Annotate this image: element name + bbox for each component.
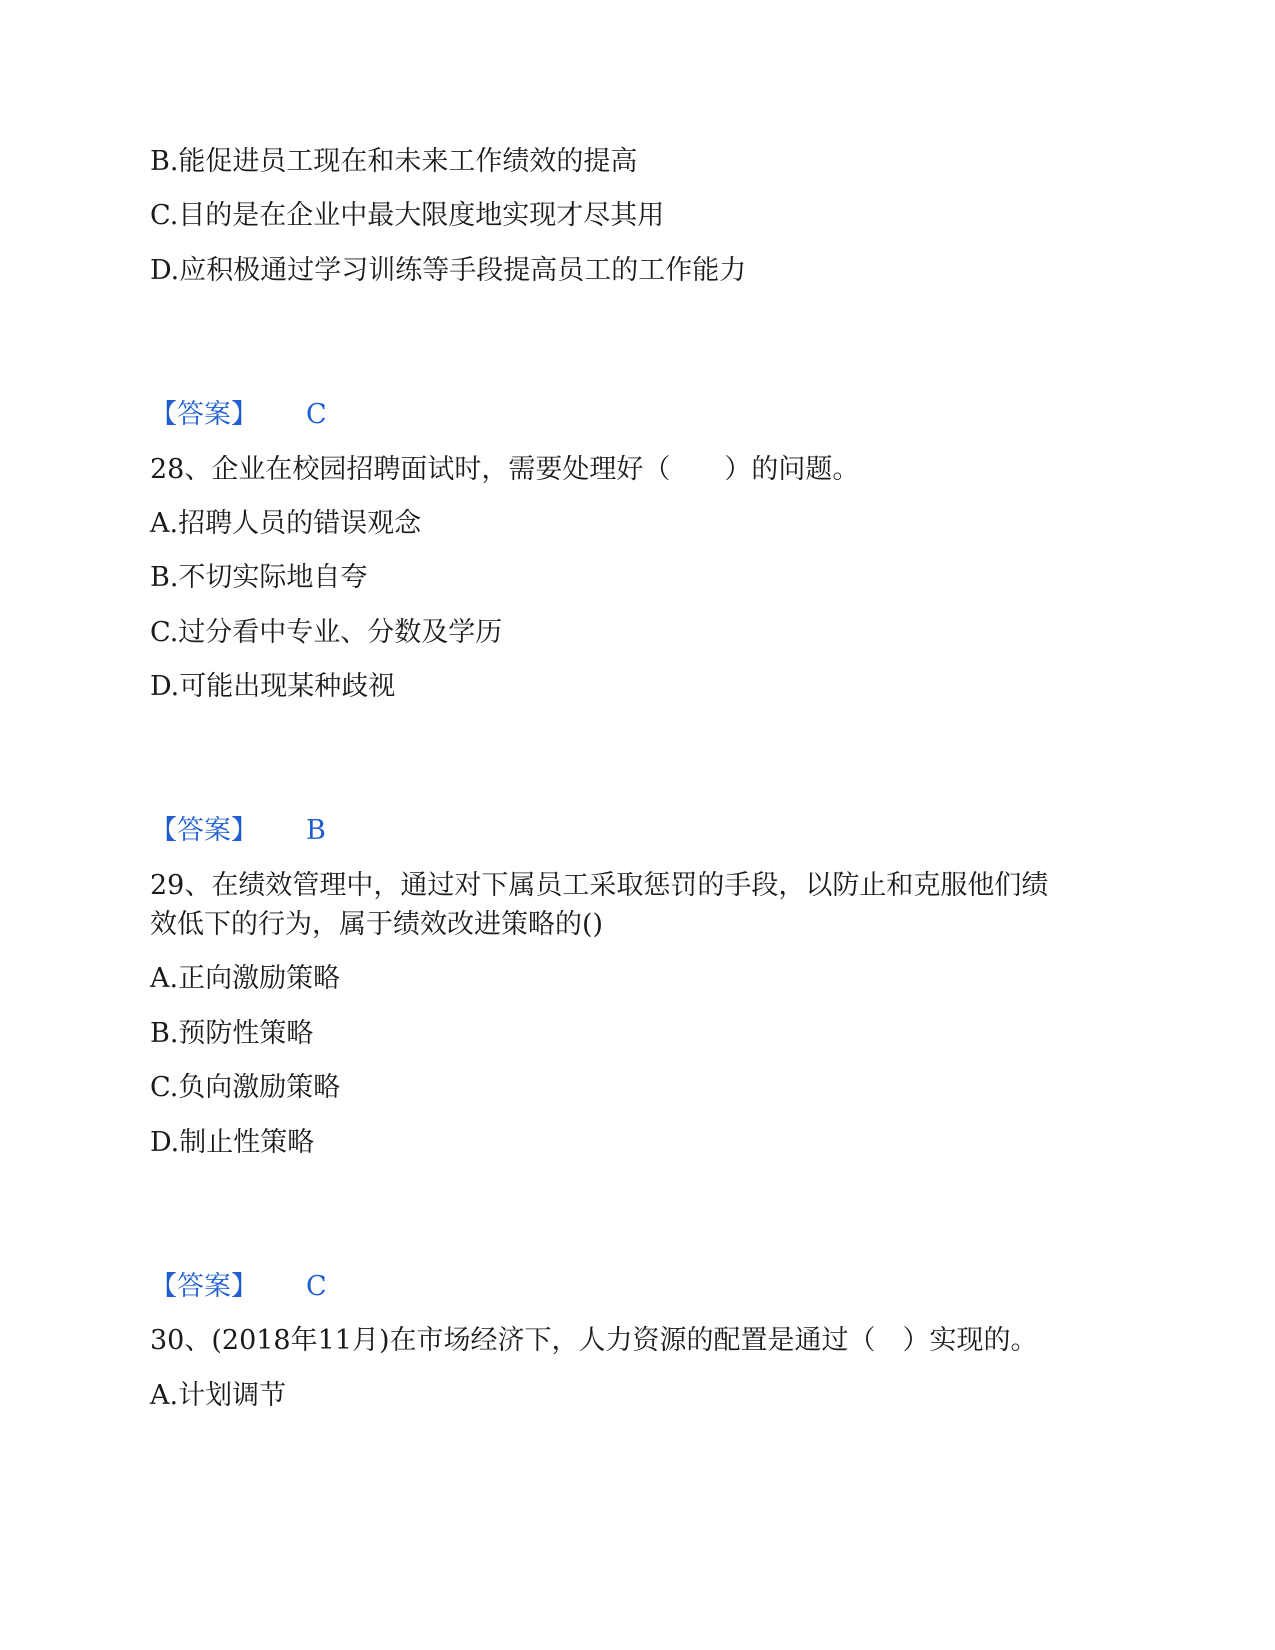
q29-option-d: D.制止性策略 — [150, 1127, 315, 1158]
q30-option-a: A.计划调节 — [150, 1380, 287, 1411]
q27-option-b: B.能促进员工现在和未来工作绩效的提高 — [150, 146, 638, 177]
q30-stem: 30、(2018年11月)在市场经济下，人力资源的配置是通过（ ）实现的。 — [150, 1325, 1038, 1356]
q28-stem: 28、企业在校园招聘面试时，需要处理好（ ）的问题。 — [150, 454, 860, 485]
answer-tag: 【答案】 — [150, 1271, 258, 1302]
q27-answer-row — [150, 397, 327, 433]
q28-option-a: A.招聘人员的错误观念 — [150, 508, 422, 539]
answer-tag: 【答案】 — [150, 399, 258, 430]
q29-answer-row — [150, 1269, 327, 1305]
q29-option-c: C.负向激励策略 — [150, 1072, 341, 1103]
q28-option-d: D.可能出现某种歧视 — [150, 671, 396, 702]
q27-option-c: C.目的是在企业中最大限度地实现才尽其用 — [150, 200, 665, 231]
q28-answer: B — [306, 815, 326, 846]
q27-option-d: D.应积极通过学习训练等手段提高员工的工作能力 — [150, 255, 747, 286]
q28-option-b: B.不切实际地自夸 — [150, 562, 368, 593]
q29-stem-line1: 29、在绩效管理中，通过对下属员工采取惩罚的手段，以防止和克服他们绩 — [150, 870, 1049, 901]
q29-answer: C — [306, 1271, 327, 1302]
q28-option-c: C.过分看中专业、分数及学历 — [150, 617, 503, 648]
q28-answer-row — [150, 813, 326, 849]
q29-stem-line2: 效低下的行为，属于绩效改进策略的() — [150, 909, 604, 940]
answer-tag: 【答案】 — [150, 815, 258, 846]
q29-option-a: A.正向激励策略 — [150, 963, 341, 994]
q29-option-b: B.预防性策略 — [150, 1018, 314, 1049]
q27-answer: C — [306, 399, 327, 430]
